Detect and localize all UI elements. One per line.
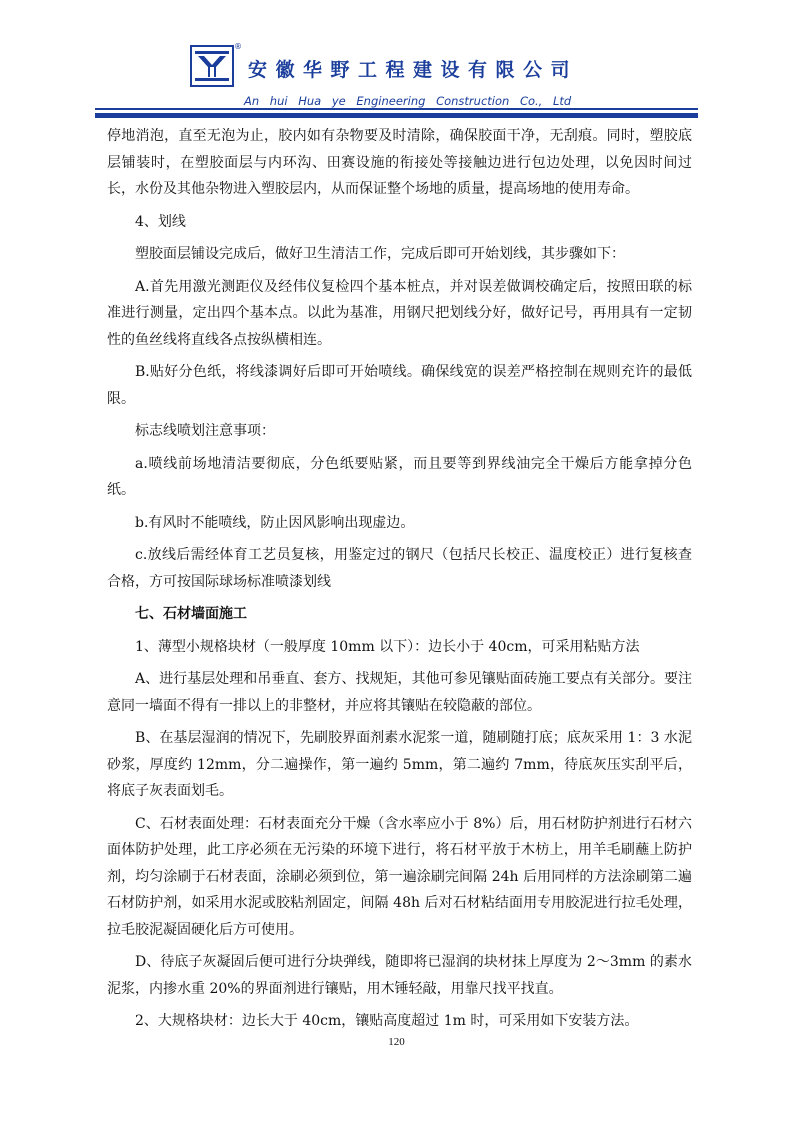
- paragraph: C、石材表面处理：石材表面充分干燥（含水率应小于 8%）后，用石材防护剂进行石材六面体防护处理，此工序必须在无污染的环境下进行，将石材平放于木枋上，用羊毛刷蘸上防护剂，均匀涂刷于石材表面，涂刷必须到位，第一遍涂刷完间隔 24h 后用同样的方法涂刷第二遍石材防护剂，如采用水泥或胶粘剂固定，间隔 48h 后对石材粘结面用专用胶泥进行拉毛处理，拉毛胶泥凝固硬化后方可使用。: [107, 815, 692, 938]
- paragraph: B、在基层湿润的情况下，先刷胶界面剂素水泥浆一道，随刷随打底；底灰采用 1：3 水泥砂浆，厚度约 12mm，分二遍操作，第一遍约 5mm，第二遍约 7mm，待底灰压实刮平后，将底子灰表面划毛。: [107, 730, 692, 799]
- registered-trademark: ®: [234, 42, 242, 51]
- page-number: 120: [388, 1036, 405, 1048]
- paragraph: 标志线喷划注意事项：: [135, 423, 275, 439]
- document-body: [107, 123, 692, 1035]
- paragraph: 塑胶面层铺设完成后，做好卫生清洁工作，完成后即可开始划线，其步骤如下：: [135, 246, 625, 262]
- company-logo-icon: [190, 45, 234, 87]
- section-heading: 4、划线: [135, 213, 186, 230]
- paragraph: B.贴好分色纸，将线漆调好后即可开始喷线。确保线宽的误差严格控制在规则充许的最低限。: [107, 364, 692, 407]
- paragraph: 停地消泡，直至无泡为止，胶内如有杂物要及时清除，确保胶面干净，无刮痕。同时，塑胶底层铺装时，在塑胶面层与内环沟、田赛设施的衔接处等接触边进行包边处理，以免因时间过长，水份及其他杂物进入塑胶层内，从而保证整个场地的质量，提高场地的使用寿命。: [107, 128, 692, 197]
- paragraph: c.放线后需经体育工艺员复核，用鉴定过的钢尺（包括尺长校正、温度校正）进行复核查合格，方可按国际球场标准喷漆划线: [107, 547, 692, 590]
- paragraph: 2、大规格块材：边长大于 40cm，镶贴高度超过 1m 时，可采用如下安装方法。: [135, 1013, 639, 1029]
- company-name-chinese: 安徽华野工程建设有限公司: [248, 59, 579, 81]
- chapter-heading: 七、石材墙面施工: [135, 606, 247, 622]
- header-rule-thin: [95, 108, 698, 110]
- paragraph: 1、薄型小规格块材（一般厚度 10mm 以下）：边长小于 40cm，可采用粘贴方法: [135, 638, 640, 655]
- paragraph: b.有风时不能喷线，防止因风影响出现虚边。: [135, 514, 415, 531]
- page-header: [0, 0, 793, 125]
- paragraph: a.喷线前场地清洁要彻底，分色纸要贴紧，而且要等到界线油完全干燥后方能拿掉分色纸。: [107, 455, 692, 498]
- paragraph: A、进行基层处理和吊垂直、套方、找规矩，其他可参见镶贴面砖施工要点有关部分。要注意同一墙面不得有一排以上的非整材，并应将其镶贴在较隐蔽的部位。: [107, 671, 692, 714]
- paragraph: D、待底子灰凝固后便可进行分块弹线，随即将已湿润的块材抹上厚度为 2～3mm 的素水泥浆，内掺水重 20%的界面剂进行镶贴，用木锤轻敲，用靠尺找平找直。: [107, 954, 692, 997]
- header-rule-thick: [95, 113, 698, 118]
- paragraph: A.首先用激光测距仪及经伟仪复检四个基本桩点，并对误差做调校确定后，按照田联的标准进行测量，定出四个基本点。以此为基准，用钢尺把划线分好，做好记号，再用具有一定韧性的鱼丝线将直线各点按纵横相连。: [107, 278, 692, 348]
- company-name-english: An hui Hua ye Engineering Construction Co., Ltd: [244, 94, 572, 108]
